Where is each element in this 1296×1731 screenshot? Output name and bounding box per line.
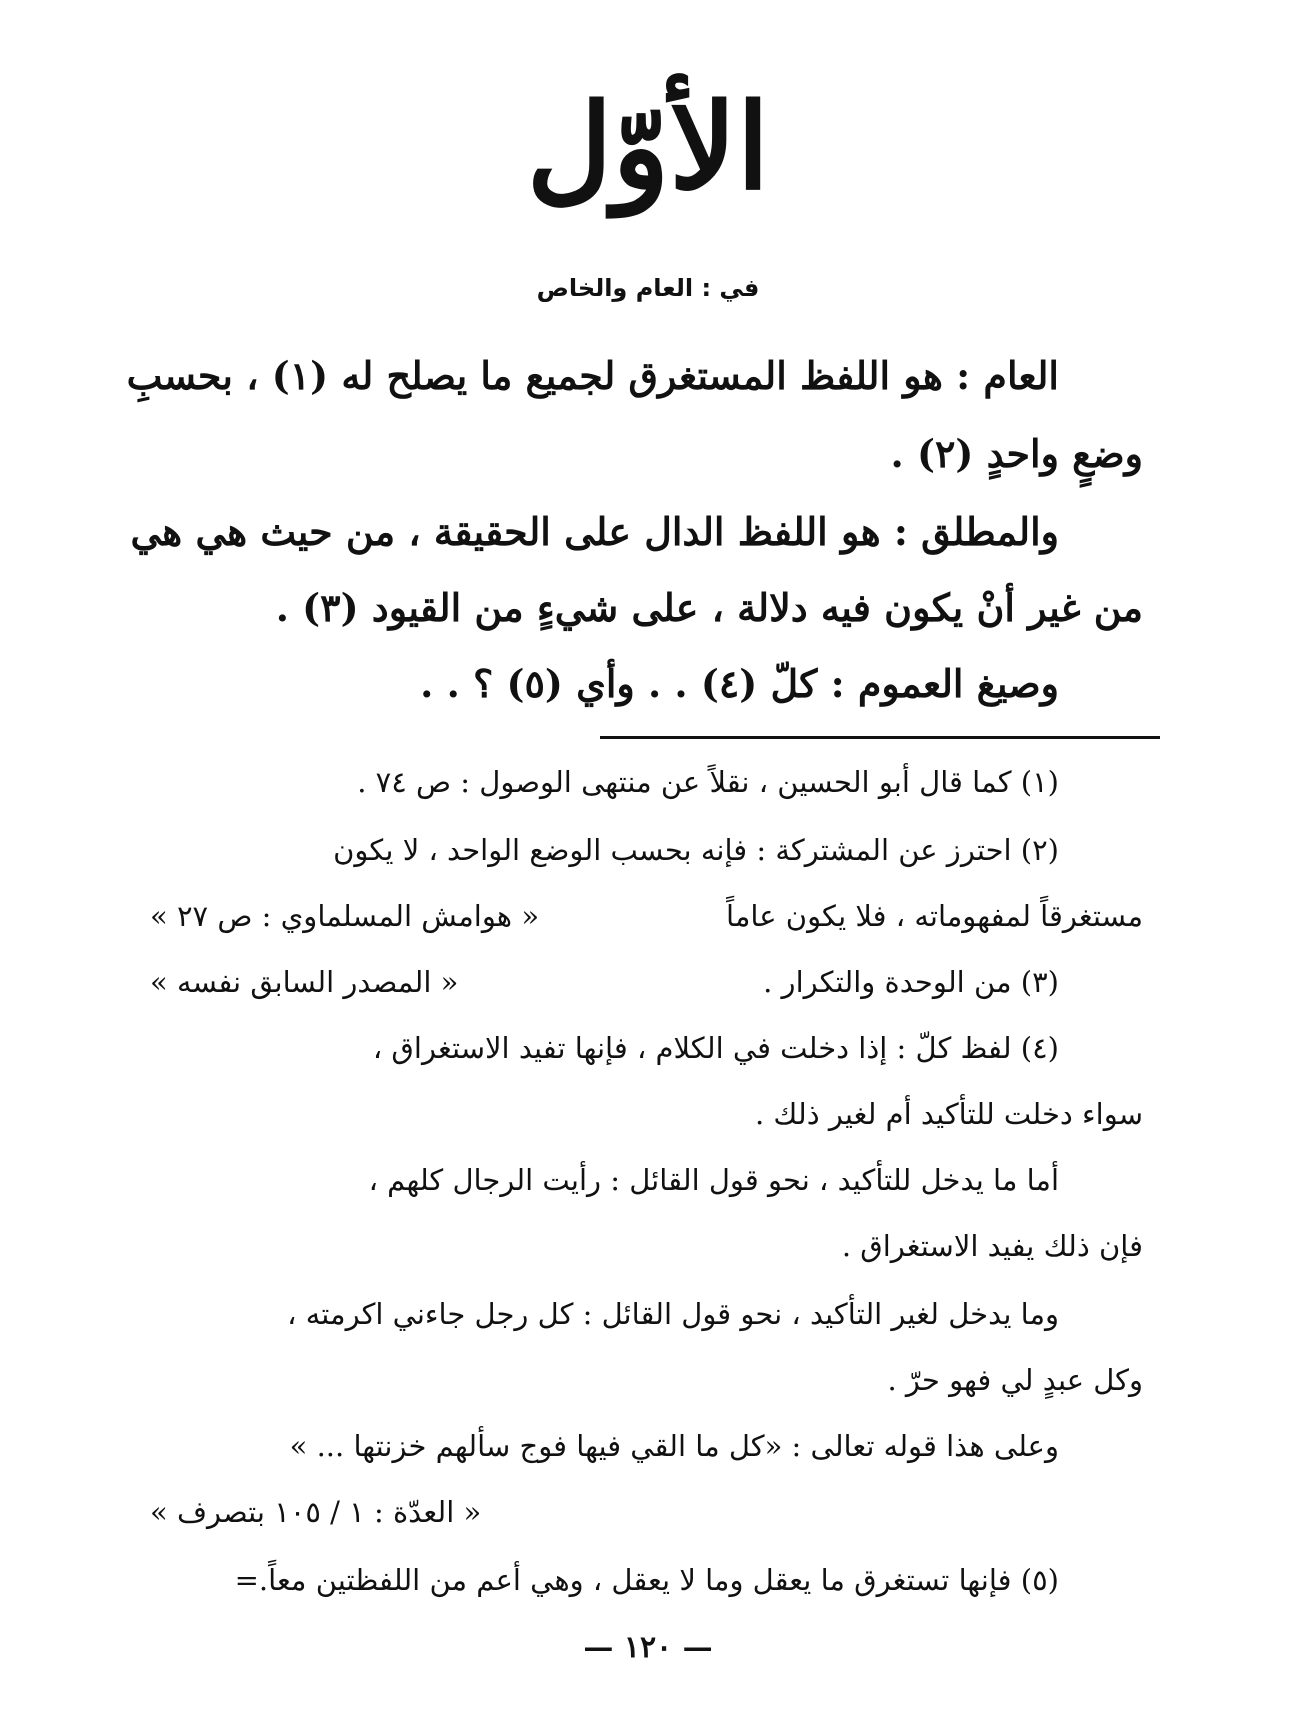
definition-line-general-cont: وضعٍ واحدٍ (٢) . bbox=[890, 431, 1143, 476]
footnote-1: (١) كما قال أبو الحسين ، نقلاً عن منتهى الوصول : ص ٧٤ . bbox=[357, 765, 1059, 799]
chapter-title: الأوّل bbox=[526, 77, 770, 216]
footnote-4-cont-3: فإن ذلك يفيد الاستغراق . bbox=[841, 1229, 1143, 1263]
footnote-4: (٤) لفظ كلّ : إذا دخلت في الكلام ، فإنها تفيد الاستغراق ، bbox=[372, 1031, 1059, 1065]
footnote-5: (٥) فإنها تستغرق ما يعقل وما لا يعقل ، وهي أعم من اللفظتين معاً.= bbox=[234, 1563, 1059, 1597]
definition-line-absolute-cont: من غير أنْ يكون فيه دلالة ، على شيءٍ من القيود (٣) . bbox=[275, 585, 1143, 630]
footnote-4-cont-1: سواء دخلت للتأكيد أم لغير ذلك . bbox=[754, 1097, 1143, 1131]
footnote-2: (٢) احترز عن المشتركة : فإنه بحسب الوضع الواحد ، لا يكون bbox=[333, 833, 1059, 867]
definition-line-absolute: والمطلق : هو اللفظ الدال على الحقيقة ، من حيث هي هي bbox=[130, 509, 1059, 554]
footnote-4-cont-5: وكل عبدٍ لي فهو حرّ . bbox=[887, 1363, 1143, 1397]
footnote-4-cont-4: وما يدخل لغير التأكيد ، نحو قول القائل : كل رجل جاءني اكرمته ، bbox=[287, 1297, 1059, 1331]
footnote-divider bbox=[600, 736, 1160, 739]
page-number: — ١٢٠ — bbox=[583, 1630, 713, 1665]
footnote-4-cont-2: أما ما يدخل للتأكيد ، نحو قول القائل : رأيت الرجال كلهم ، bbox=[368, 1163, 1059, 1197]
definition-line-generality-forms: وصيغ العموم : كلّ (٤) . . وأي (٥) ؟ . . bbox=[420, 661, 1059, 706]
citation-masdar: « المصدر السابق نفسه » bbox=[150, 965, 459, 999]
citation-hawamish: « هوامش المسلماوي : ص ٢٧ » bbox=[150, 899, 540, 933]
footnote-4-cont-6: وعلى هذا قوله تعالى : «كل ما القي فيها فوج سألهم خزنتها ... » bbox=[289, 1429, 1059, 1463]
definition-line-general: العام : هو اللفظ المستغرق لجميع ما يصلح له (١) ، بحسبِ bbox=[126, 353, 1059, 398]
footnote-2-cont: مستغرقاً لمفهوماته ، فلا يكون عاماً bbox=[726, 899, 1143, 933]
footnote-4-citation: « العدّة : ١ / ١٠٥ بتصرف » bbox=[150, 1495, 482, 1529]
chapter-subtitle: في : العام والخاص bbox=[536, 274, 760, 302]
footnote-3: (٣) من الوحدة والتكرار . bbox=[763, 965, 1059, 999]
